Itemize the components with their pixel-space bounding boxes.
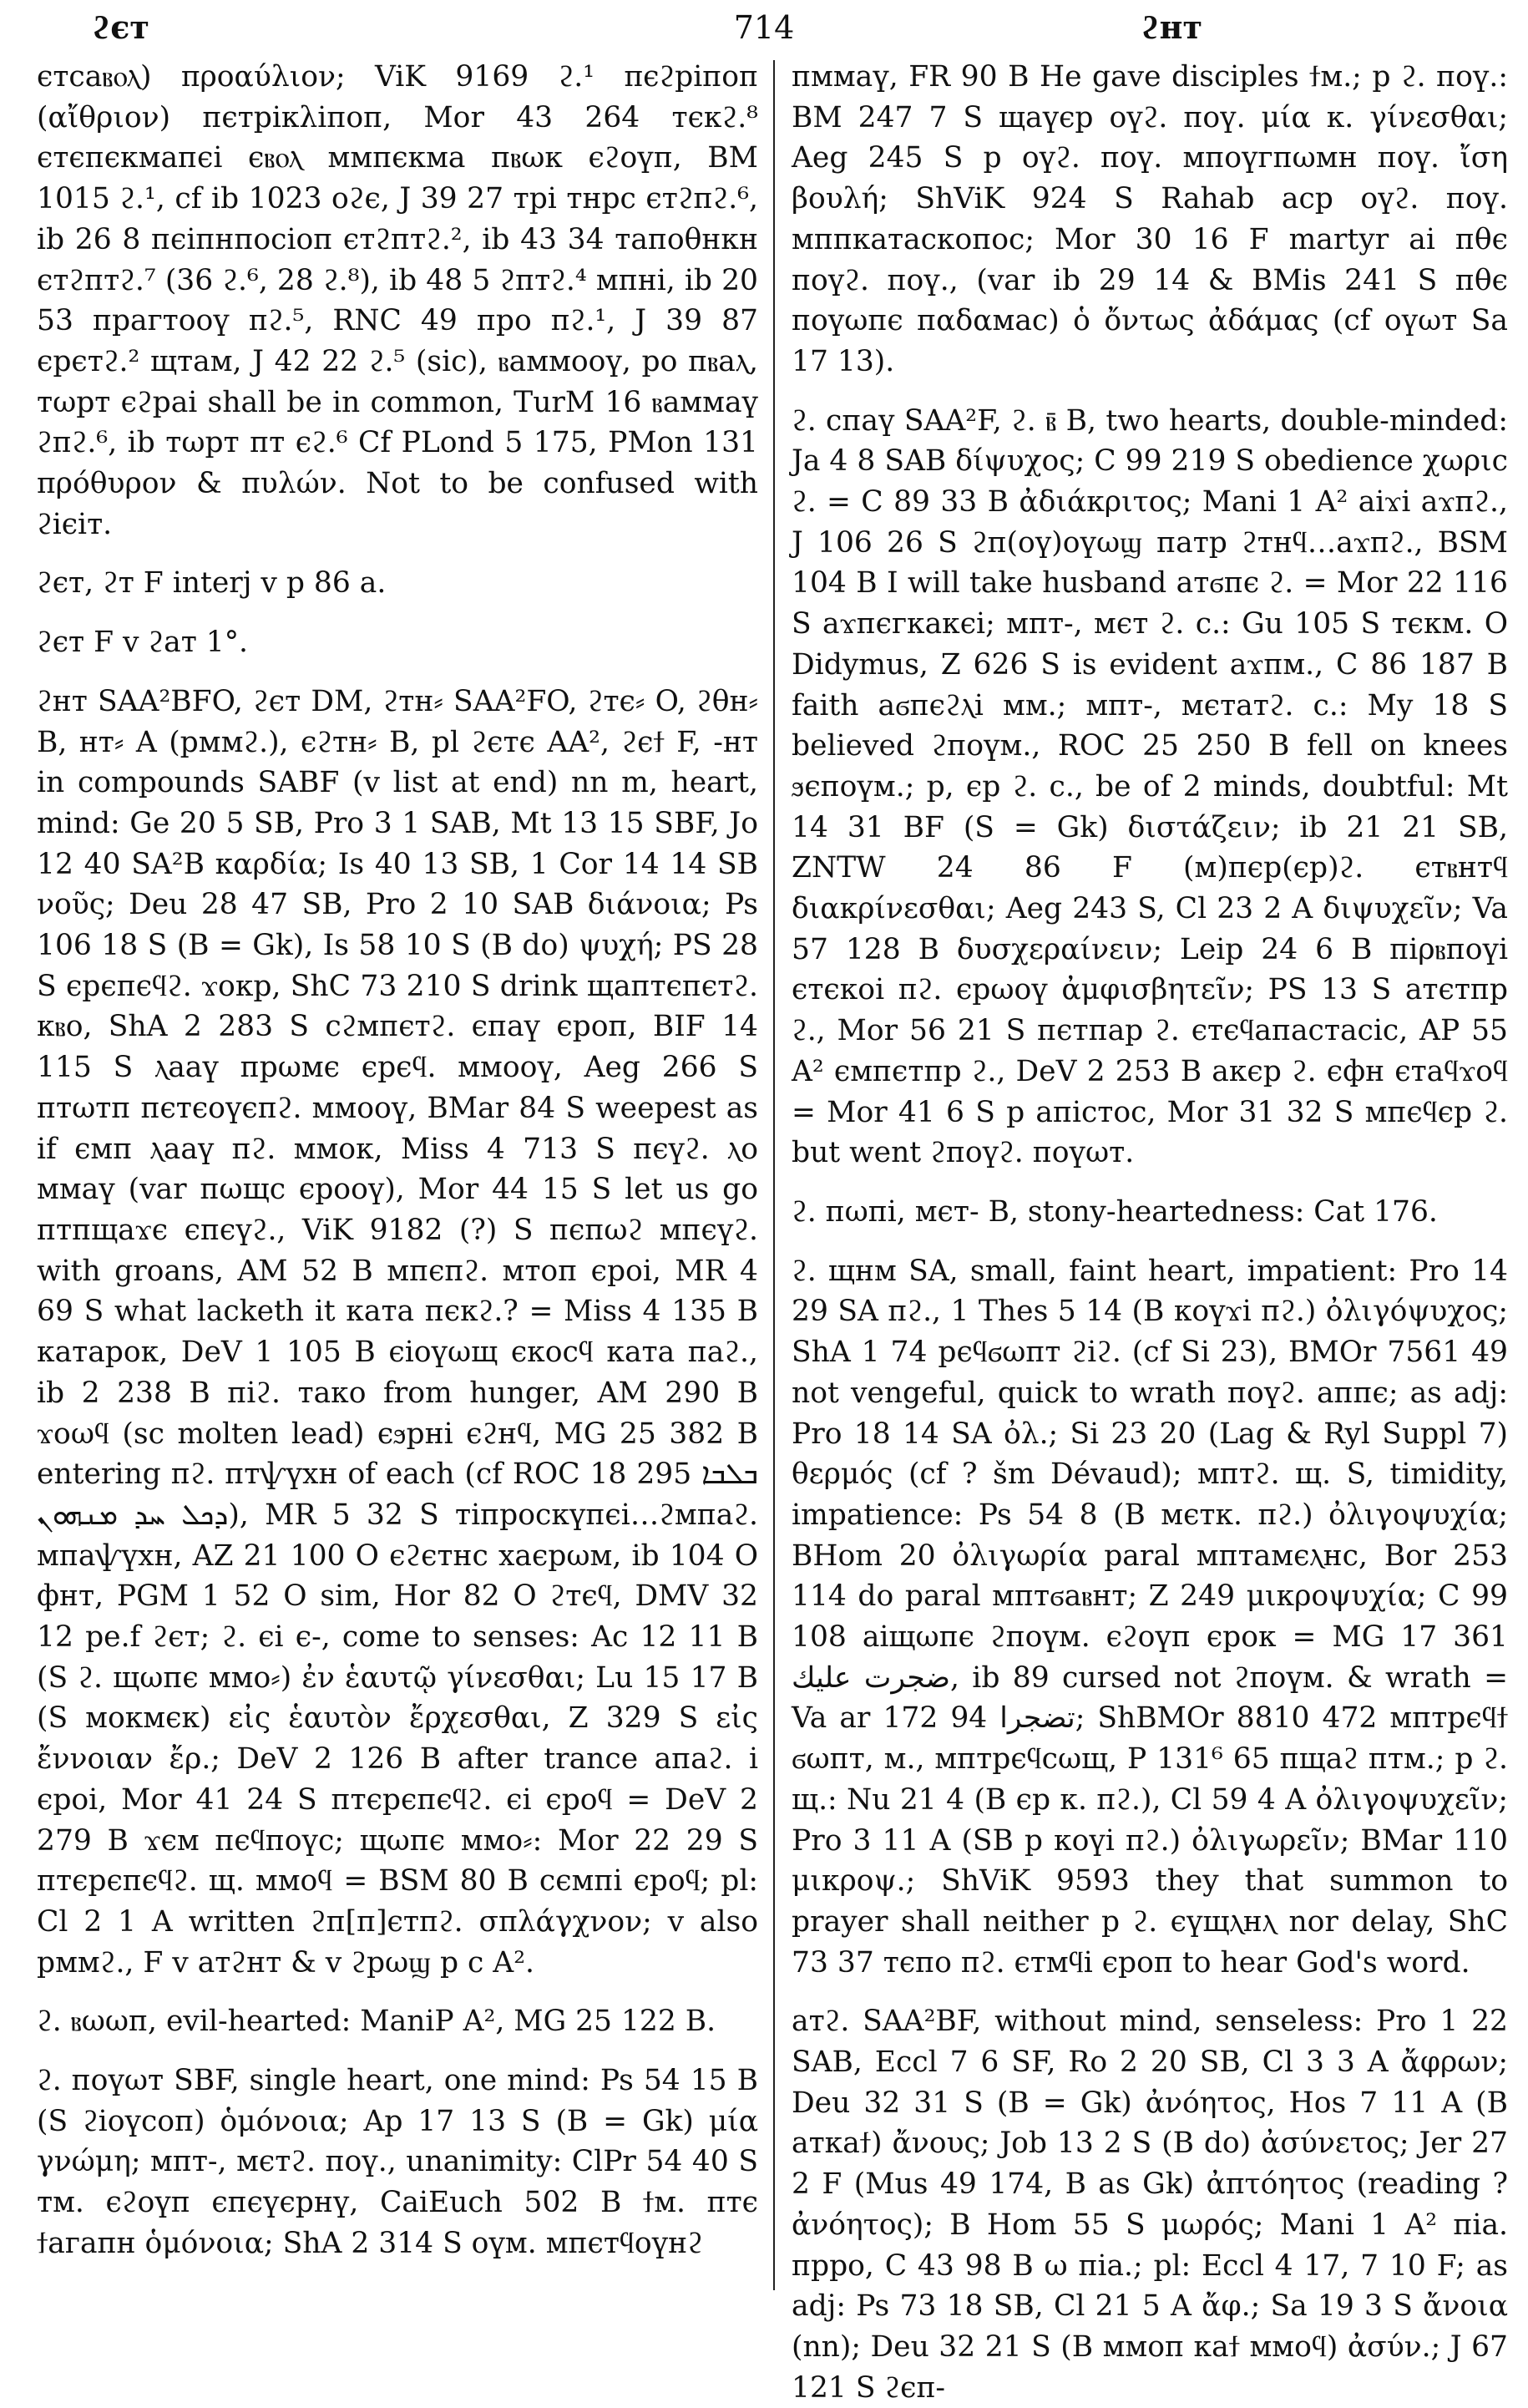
left-column: [37, 57, 758, 2295]
page-number: 714: [733, 9, 795, 46]
running-head: [33, 7, 1495, 48]
entry-het-heart: ϩнт SAA²BFO, ϩєт DM, ϩтн⸗ SAA²FO, ϩтє⸗ O, ϩθн⸗ B, нт⸗ A (рммϩ.), єϩтн⸗ B, pl ϩєтє AA², ϩєϯ F, -нт in compounds SABF (v list at end) nn m, heart, mind: Ge 20 5 SB, Pro 3 1 SAB, Mt 13 15 SBF, Jo 12 40 SA²B καρδία; Is 40 13 SB, 1 Cor 14 14 SB νοῦς; Deu 28 47 SB, Pro 2 10 SAB διάνοια; Ps 106 18 S (B = Gk), Is 58 10 S (B do) ψυχή; PS 28 S єрєпєϥϩ. ϫокр, ShC 73 210 S drink щаптєпєтϩ. кⲃо, ShA 2 283 S сϩмпєтϩ. єпаү єроп, BIF 14 115 S ⲗааү прωмє єрєϥ. ммооү, Aeg 266 S птωтп пєтєоүєпϩ. ммооү, BMar 84 S weepest as if ємп ⲗааү пϩ. ммок, Miss 4 713 S пєүϩ. ⲗо ммаү (var пωщс єрооү), Mor 44 15 S let us go птпщаϫє єпєүϩ., ViK 9182 (?) S пєпωϩ мпєүϩ. with groans, AM 52 B мпєпϩ. мтоп єроi, MR 4 69 S what lacketh it ката пєкϩ.? = Miss 4 135 B катарок, DeV 1 105 B єiоүωщ єкосϥ ката пaϩ., ib 2 238 B пiϩ. тако from hunger, AM 290 B ϫоωϥ (sc molten lead) єϧрнi єϩнϥ, MG 25 382 B entering пϩ. птѱүхн of each (cf ROC 18 295 ܒܠܒܐ ܕܟܠ ܚܕ ܡܢܗܘܢ), MR 5 32 S тiпроскүпєi…ϩмпаϩ. мпаѱүхн, AZ 21 100 O єϩєтнс хаєрωм, ib 104 O фнт, PGM 1 52 O sim, Hor 82 O ϩтєϥ, DMV 32 12 pe.f ϩєт; ϩ. єi є-, come to senses: Ac 12 11 B (S ϩ. щωпє ммо⸗) ἐν ἑαυτῷ γίνεσθαι; Lu 15 17 B (S мокмєк) εἰς ἑαυτὸν ἔρχεσθαι, Z 329 S εἰς ἔννοιαν ἔρ.; DeV 2 126 B after trance апаϩ. i єроi, Mor 41 24 S птєрєпєϥϩ. єi єроϥ = DeV 2 279 B ϫєм пєϥпоүс; щωпє ммо⸗: Mor 22 29 S птєрєпєϥϩ. щ. ммоϥ = BSM 80 B сємпi єроϥ; pl: Cl 2 1 A written ϩп[п]єтпϩ. σπλάγχνον; v also рммϩ., F v атϩнт & v ϩрωϣ p c A².: [37, 684, 758, 1980]
subentry-without-mind: атϩ. SAA²BF, without mind, senseless: Pro 1 22 SAB, Eccl 7 6 SF, Ro 2 20 SB, Cl 3 3 A ἄφρων; Deu 32 31 S (B = Gk) ἀνόητος, Hos 7 11 A (B аткаϯ) ἄνους; Job 13 2 S (B do) ἀσύνετος; Jer 27 2 F (Mus 49 174, B as Gk) ἀπτόητος (reading ? ἀνόητος); B Hom 55 S μωρός; Mani 1 A² пiа. пpро, C 43 98 B ω пiа.; pl: Eccl 4 17, 7 10 F; as adj: Ps 73 18 SB, Cl 21 5 A ἄφ.; Sa 19 3 S ἄνοια (nn); Deu 32 21 S (B ммоп каϯ ммоϥ) ἀσύν.; J 67 121 S ϩєп-: [792, 2005, 1508, 2405]
subentry-evil-hearted: ϩ. ⲃωωп, evil-hearted: ManiP A², MG 25 122 B.: [37, 2005, 716, 2039]
right-column: [792, 57, 1509, 2405]
entry-het-f: ϩєт F v ϩат 1°.: [37, 626, 248, 660]
entry-continuation-right: пммаү, FR 90 B He gave disciples ϯм.; р ϩ. поү.: BM 247 7 S щаүєр оүϩ. поү. μία κ. γίνεσθαι; Aeg 245 S р оүϩ. поү. мпоүгпωмн поү. ἴση βουλή; ShViK 924 S Rahab аср оүϩ. поү. мппкатаскопос; Mor 30 16 F martyr ai пθє поүϩ. поү., (var ib 29 14 & BMis 241 S пθє поүωпє пαδαмас) ὁ ὄντως ἀδάμας (cf оүωт Sa 17 13).: [792, 60, 1508, 378]
entry-continuation: єтсаⲃⲟⲗ) προαύλιον; ViK 9169 ϩ.¹ πєϩрiпоп (αἴθριον) пєтрiкλiпоп, Mor 43 264 тєкϩ.⁸ єтєпєкмапєi єⲃⲟⲗ ммпєкма пⲃωк єϩоүп, BM 1015 ϩ.¹, cf ib 1023 оϩє, J 39 27 трi тнрс єтϩпϩ.⁶, ib 26 8 пєiпнпосiоп єтϩптϩ.², ib 43 34 тапоθнкн єтϩптϩ.⁷ (36 ϩ.⁶, 28 ϩ.⁸), ib 48 5 ϩптϩ.⁴ мпнi, ib 20 53 прагтооү пϩ.⁵, RNC 49 про пϩ.¹, J 39 87 єрєтϩ.² щтам, J 42 22 ϩ.⁵ (sic), ⲃаммооү, ро пⲃаⲗ, тωрт єϩраi shall be in common, TurM 16 ⲃаммаү ϩпϩ.⁶, ib тωрт пт єϩ.⁶ Cf PLond 5 175, PMon 131 πρόθυρον & πυλών. Not to be confused with ϩiєiт.: [37, 60, 758, 541]
subentry-single-heart: ϩ. поүωт SBF, single heart, one mind: Ps 54 15 B (S ϩiоүсоп) ὁμόνοια; Ap 17 13 S (B = Gk) μία γνώμη; мпт-, мєтϩ. поү., unanimity: ClPr 54 40 S тм. єϩоүп єпєүєрнү, CaiEuch 502 B ϯм. птє ϯагапн ὁμόνοια; ShA 2 314 S оүм. мпєтϥоүнϩ: [37, 2064, 758, 2260]
entry-het-interj: ϩєт, ϩт F interj v p 86 a.: [37, 566, 387, 601]
subentry-small-heart: ϩ. щнм SA, small, faint heart, impatient: Pro 14 29 SA пϩ., 1 Thes 5 14 (B коүϫi пϩ.) ὀλιγόψυχος; ShA 1 74 рєϥϭωпт ϩiϩ. (cf Si 23), BMOr 7561 49 not vengeful, quick to wrath поүϩ. аппє; as adj: Pro 18 14 SA ὀλ.; Si 23 20 (Lag & Ryl Suppl 7) θερμός (cf ? šm Dévaud); мптϩ. щ. S, timidity, impatience: Ps 54 8 (B мєтк. пϩ.) ὀλιγοψυχία; BHom 20 ὀλιγωρία paral мптамєⲗнс, Bor 253 114 do paral мптϭаⲃнт; Z 249 μικροψυχία; C 99 108 аiщωпє ϩпоүм. єϩоүп єрок = MG 17 361 ضجرت عليك, ib 89 cursed not ϩпоүм. & wrath = Va ar 172 94 تضجرا; ShBMOr 8810 472 мптрєϥϯ ϭωпт, м., мптрєϥсωщ, P 131⁶ 65 пщаϩ птм.; р ϩ. щ.: Nu 21 4 (B єр к. пϩ.), Cl 59 4 A ὀλιγοψυχεῖν; Pro 3 11 A (SB р коүi пϩ.) ὀλιγωρεῖν; BMar 110 μικροψ.; ShViK 9593 they that summon to prayer shall neither р ϩ. єүщⲗнⲗ nor delay, ShC 73 37 тєпо пϩ. єтмϥi єроп to hear God's word.: [792, 1254, 1509, 1980]
subentry-two-hearts: ϩ. спаү SAA²F, ϩ. ⲃ̄ B, two hearts, double-minded: Ja 4 8 SAB δίψυχος; C 99 219 S obedience χωριс ϩ. = C 89 33 B ἀδιάκριτος; Mani 1 A² aiϫi аϫпϩ., J 106 26 S ϩп(оү)оүωϣ патр ϩтнϥ…аϫпϩ., BSM 104 B I will take husband атϭпє ϩ. = Mor 22 116 S аϫпєгкакєi; мпт-, мєт ϩ. с.: Gu 105 S тєкм. O Didymus, Z 626 S is evident аϫпм., C 86 187 B faith аϭпєϩⲗi мм.; мпт-, мєтатϩ. с.: My 18 S believed ϩпоүм., ROC 25 250 B fell on knees ϧєпоүм.; р, єр ϩ. с., be of 2 minds, doubtful: Mt 14 31 BF (S = Gk) διστάζειν; ib 21 21 SB, ZNTW 24 86 F (м)пєр(єр)ϩ. єтⲃнтϥ διακρίνεσθαι; Aeg 243 S, Cl 23 2 A διψυχεῖν; Va 57 128 B δυσχεραίνειν; Leip 24 6 B пiρⲃпоүi єтєкоi пϩ. єрωоү ἀμφισβητεῖν; PS 13 S атєтпр ϩ., Mor 56 21 S пєтпар ϩ. єтєϥапастасiс, AP 55 A² ємпєтпр ϩ., DeV 2 253 B акєр ϩ. єфн єтаϥϫоϥ = Mor 41 6 S р апiстос, Mor 31 32 S мпєϥєр ϩ. but went ϩпоүϩ. поүωт.: [792, 403, 1508, 1170]
running-head-left: ϩєт: [92, 8, 149, 46]
column-divider: [773, 60, 775, 2290]
running-head-right: ϩнт: [1141, 8, 1202, 46]
subentry-stony-heart: ϩ. пωпi, мєт- B, stony-heartedness: Cat 176.: [792, 1194, 1438, 1229]
